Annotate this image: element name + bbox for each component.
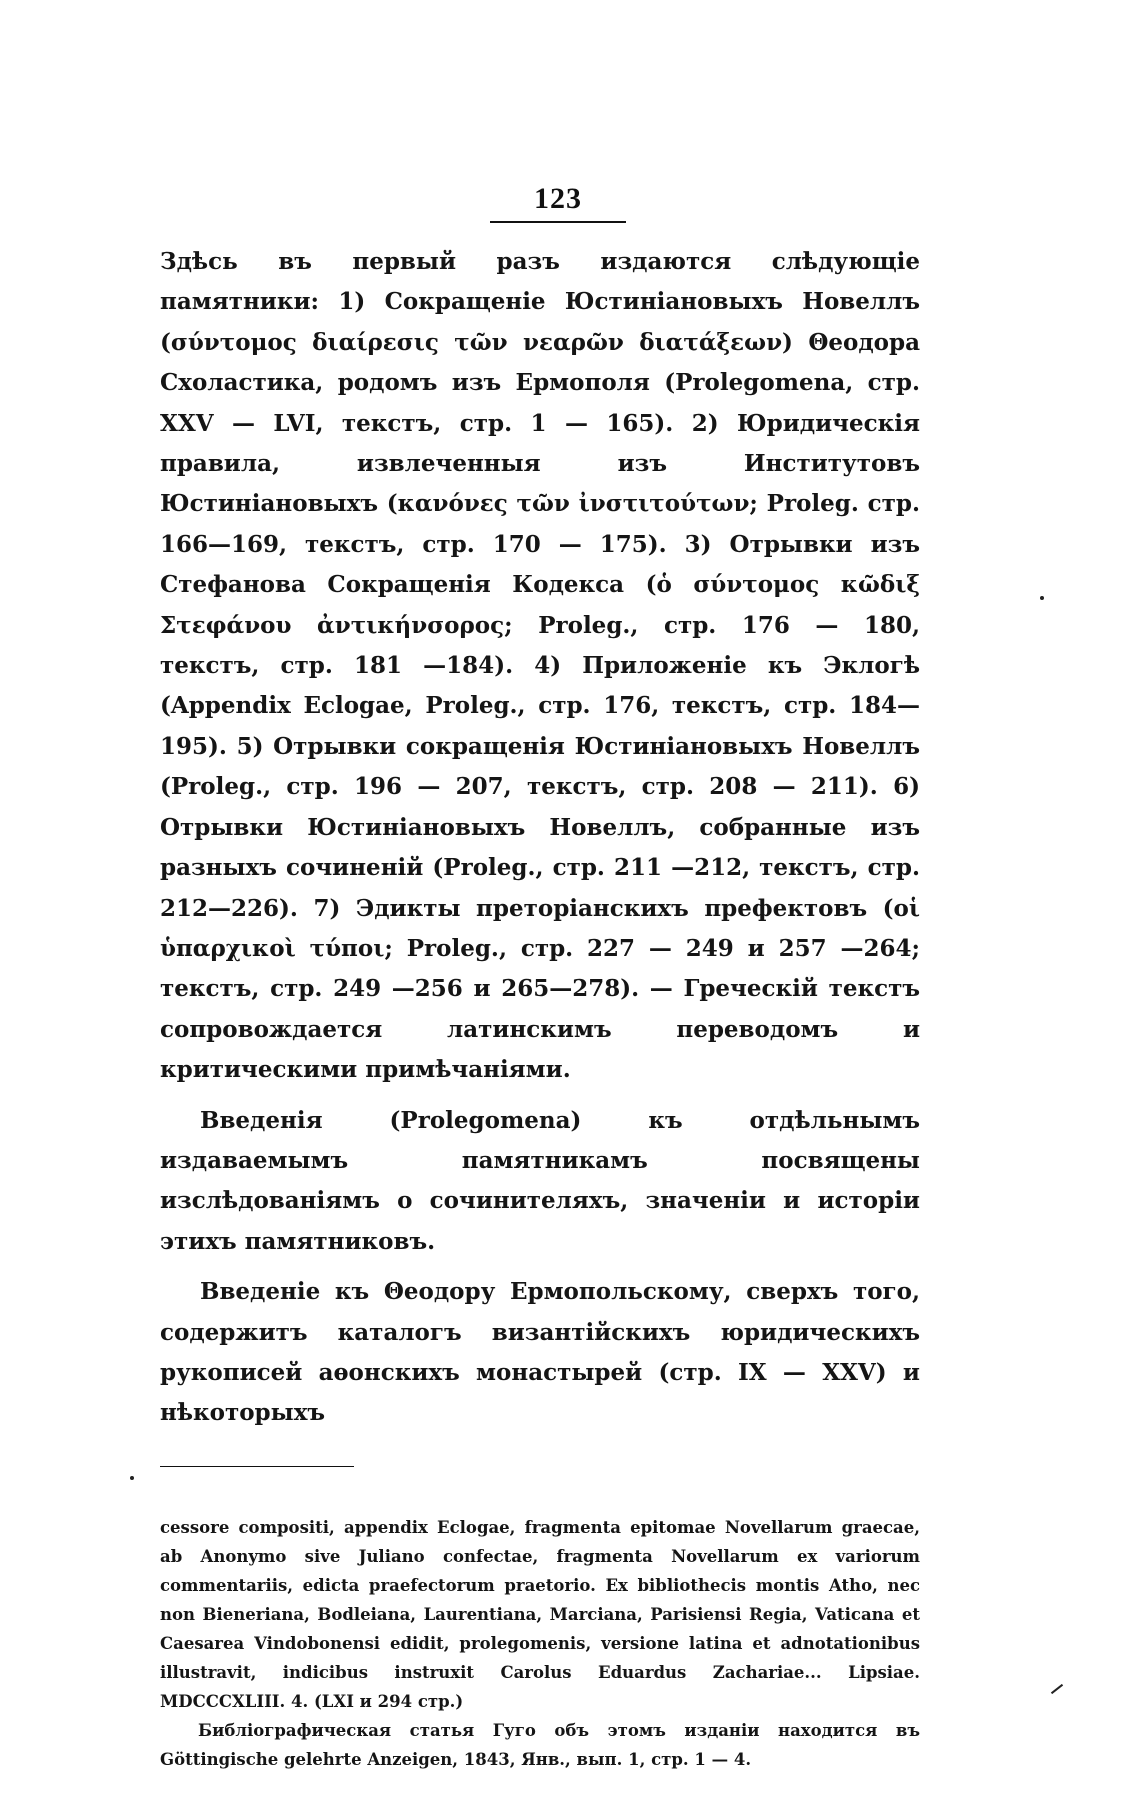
paragraph-introduction: Введеніе къ Θеодору Ермопольскому, сверхъ того, содержитъ каталогъ византійскихъ юридическихъ рукописей аѳонскихъ монастырей (стр. IX — XXV) и нѣкоторыхъ bbox=[160, 1278, 920, 1427]
print-speck bbox=[1040, 596, 1044, 600]
header-rule bbox=[490, 221, 626, 223]
paragraph-monuments-list: Здѣсь въ первый разъ издаются слѣдующіе памятники: 1) Сокращеніе Юстиніановыхъ Новеллъ (σύντομος διαίρεσις τῶν νεαρῶν διατάξεων) Θеодора Схоластика, родомъ изъ Ермополя (Prolegomena, стр. XXV — LVI, текстъ, стр. 1 — 165). 2) Юридическія правила, извлеченныя изъ Институтовъ Юстиніановыхъ (κανόνες τῶν ἰνστιτούτων; Proleg. стр. 166—169, текстъ, стр. 170 — 175). 3) Отрывки изъ Стефанова Сокращенія Кодекса (ὁ σύντομος κῶδιξ Στεφάνου ἀντικήνσορος; Proleg., стр. 176 — 180, текстъ, стр. 181 —184). 4) Приложеніе къ Эклогѣ (Appendix Eclogae, Proleg., стр. 176, текстъ, стр. 184—195). 5) Отрывки сокращенія Юстиніановыхъ Новеллъ (Proleg., стр. 196 — 207, текстъ, стр. 208 — 211). 6) Отрывки Юстиніановыхъ Новеллъ, собранные изъ разныхъ сочиненій (Proleg., стр. 211 —212, текстъ, стр. 212—226). 7) Эдикты преторіанскихъ префектовъ (οἱ ὑπαρχικοὶ τύποι; Proleg., стр. 227 — 249 и 257 —264; текстъ, стр. 249 —256 и 265—278). — Греческій текстъ сопровождается латинскимъ переводомъ и критическими примѣчаніями. bbox=[160, 248, 920, 1084]
footnote-continuation: cessore compositi, appendix Eclogae, fragmenta epitomae Novellarum graecae, ab Anonymo sive Juliano confectae, fragmenta Novellarum ex variorum commentariis, edicta praefectorum praetorio. Ex bibliothecis montis Atho, nec non Bieneriana, Bodleiana, Laurentiana, Marciana, Parisiensi Regia, Vaticana et Caesarea Vindobonensi edidit, prolegomenis, versione latina et adnotationibus illustravit, indicibus instruxit Carolus Eduardus Zachariae... Lipsiae. MDCCCXLIII. 4. (LXI и 294 стр.) bbox=[160, 1518, 920, 1711]
footnote-rule bbox=[160, 1466, 354, 1467]
print-speck bbox=[1051, 1684, 1063, 1694]
paragraph-prolegomena: Введенія (Prolegomena) къ отдѣльнымъ издаваемымъ памятникамъ посвящены изслѣдованіямъ о сочинителяхъ, значеніи и исторіи этихъ памятниковъ. bbox=[160, 1106, 920, 1255]
print-speck bbox=[130, 1476, 134, 1480]
page-number: 123 bbox=[534, 182, 582, 215]
main-text bbox=[160, 242, 920, 1434]
footnote-bibliography: Библіографическая статья Гуго объ этомъ изданіи находится въ Göttingische gelehrte Anzeigen, 1843, Янв., вып. 1, стр. 1 — 4. bbox=[160, 1721, 920, 1769]
footnote bbox=[160, 1513, 920, 1774]
